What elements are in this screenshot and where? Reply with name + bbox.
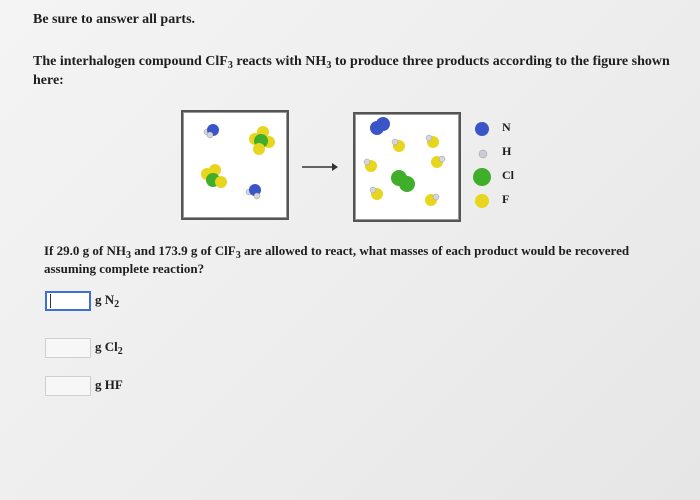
n2-molecule [370,117,390,135]
question-main-text-1: If 29.0 g of NH [44,243,126,258]
hf-unit-label [95,377,123,393]
n2-mass-input[interactable] [45,291,91,311]
nh3-molecule [204,124,219,138]
hf-molecule [370,187,383,200]
hf-unit-text: g HF [95,377,123,392]
question-main-text-3: are allowed to react, what masses of each product would be recovered assuming complete reaction? [44,243,630,276]
question-main [44,242,664,278]
hf-molecule [392,139,405,152]
cl2-unit-label [95,339,123,355]
question-main-text-2: and 173.9 g of ClF [130,243,236,258]
legend-item-nitrogen [470,118,530,140]
reaction-arrow-icon [300,160,340,174]
cl2-unit-text: g Cl [95,339,118,354]
clf3-molecule [201,164,227,188]
n2-unit-text: g N [95,292,115,307]
hf-mass-input[interactable] [45,376,91,396]
hf-molecule [426,135,439,148]
clf3-molecule [249,126,275,155]
product-molecules [355,114,459,220]
n2-unit-label [95,292,119,308]
atom-legend [470,118,530,218]
question-intro-text-2: reacts with NH [232,54,327,69]
question-intro-text-1: The interhalogen compound ClF [33,54,228,69]
legend-label-hydrogen: H [502,144,512,158]
legend-item-chlorine [470,166,530,188]
question-intro-subscript-2: 3 [326,60,332,71]
question-main-subscript-1: 3 [125,250,131,261]
question-intro [33,52,673,90]
cl2-molecule [391,170,415,192]
instructions-text: Be sure to answer all parts. [33,12,196,27]
legend-item-fluorine [470,190,530,212]
hf-molecule [364,159,377,172]
hf-molecule [425,194,439,206]
question-intro-text-3: to produce three products according to the figure shown here: [33,54,670,88]
legend-label-chlorine: Cl [502,168,514,182]
fluorine-atom-icon [470,190,494,212]
hf-molecule [431,156,445,168]
nitrogen-atom-icon [470,118,494,140]
n2-unit-subscript: 2 [114,299,120,310]
nh3-molecule [246,184,261,199]
text-caret [50,294,51,308]
legend-item-hydrogen [470,142,530,164]
legend-label-nitrogen: N [502,120,511,134]
cl2-unit-subscript: 2 [117,346,123,357]
cl2-mass-input[interactable] [45,338,91,358]
hydrogen-atom-icon [470,142,494,164]
legend-label-fluorine: F [502,192,510,206]
products-box [353,112,461,222]
question-intro-subscript-1: 3 [227,60,233,71]
question-main-subscript-2: 3 [235,250,241,261]
reactants-box [181,110,289,220]
reactant-molecules [183,112,287,218]
chlorine-atom-icon [470,166,494,188]
